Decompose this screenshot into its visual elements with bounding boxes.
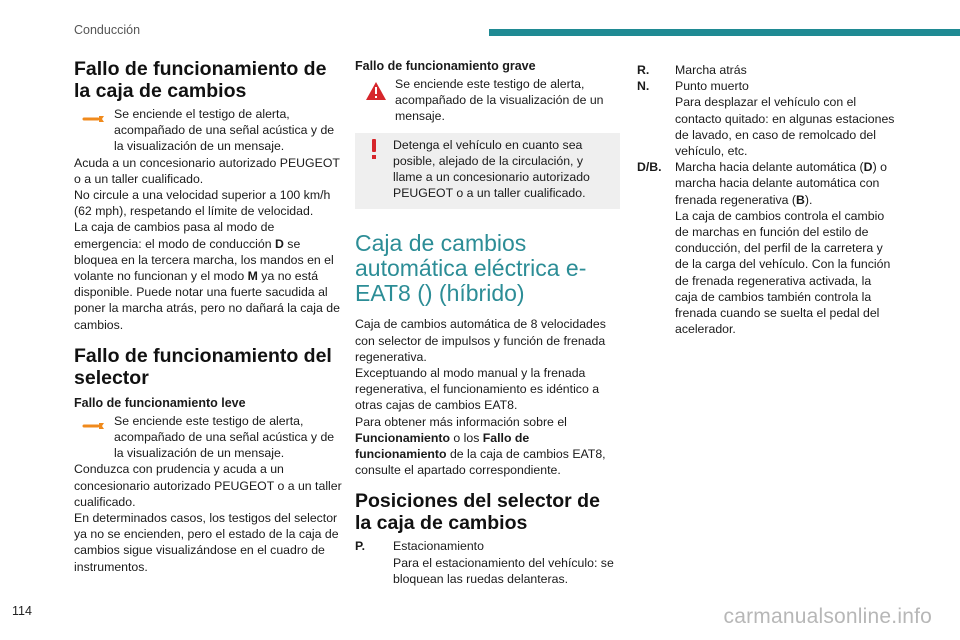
exclamation-icon bbox=[368, 137, 380, 161]
warning-triangle-icon bbox=[365, 81, 387, 101]
position-key-n: N. bbox=[637, 79, 650, 94]
subheading-minor-failure: Fallo de funcionamiento leve bbox=[74, 395, 246, 410]
heading-gearbox-failure: Fallo de funcionamiento de la caja de cambios bbox=[74, 58, 327, 102]
e-eat8-identical-text: Exceptuando al modo manual y la frenada regenerativa, el funcionamiento es idéntico a otras cajas de cambios EAT8. bbox=[355, 366, 600, 413]
stop-vehicle-text: Detenga el vehículo en cuanto sea posible, alejado de la circulación, y llame a un concesionario autorizado PEUGEOT o a un taller cualificado. bbox=[393, 137, 590, 201]
column-right bbox=[637, 62, 897, 337]
position-desc-r: Marcha atrás bbox=[675, 63, 747, 77]
position-desc-n: Punto muerto Para desplazar el vehículo con el contacto quitado: en algunas estaciones de lavado, en caso de remolcado del vehículo, etc. bbox=[675, 79, 895, 159]
heading-selector-positions: Posiciones del selector de la caja de cambios bbox=[355, 490, 600, 535]
position-list-continued bbox=[637, 62, 897, 337]
dealer-advice-text: Acuda a un concesionario autorizado PEUGEOT o a un taller cualificado. bbox=[74, 155, 340, 186]
selector-lights-text: En determinados casos, los testigos del selector ya no se encienden, pero el estado de la caja de cambios sigue visualizándose en el cuadro de instrumentos. bbox=[74, 511, 339, 574]
heading-selector-failure: Fallo de funcionamiento del selector bbox=[74, 344, 332, 389]
wrench-icon bbox=[82, 422, 106, 430]
wrench-icon bbox=[82, 115, 106, 123]
serious-failure-paragraph bbox=[355, 76, 620, 125]
gearbox-failure-paragraph bbox=[74, 106, 342, 333]
e-eat8-more-info-text: Para obtener más información sobre el Funcionamiento o los Fallo de funcionamiento de la caja de cambios EAT8, consulte el apartado correspondiente. bbox=[355, 414, 606, 478]
position-key-p: P. bbox=[355, 539, 366, 554]
emergency-mode-text: La caja de cambios pasa al modo de emergencia: el modo de conducción D se bloquea en la tercera marcha, los mandos en el volante no funcionan y el modo M ya no está disponible. Puede notar una fuerte sacudida al poner la marcha atrás, pero no dañará la caja de cambios. bbox=[74, 220, 340, 332]
warning-light-text: Se enciende este testigo de alerta, acompañado de la visualización de un mensaje. bbox=[395, 77, 604, 124]
stop-vehicle-note bbox=[355, 133, 620, 210]
section-header-label: Conducción bbox=[74, 23, 141, 37]
column-left bbox=[74, 58, 342, 575]
column-middle bbox=[355, 58, 620, 587]
page-number: 114 bbox=[12, 604, 32, 618]
position-desc-db: Marcha hacia delante automática (D) o marcha hacia delante automática con frenada regenerativa (B). La caja de cambios controla el cambio de marchas en función del estilo de conducción, del perfil de la carretera y de la carga del vehículo. Con la función de frenada regenerativa activada, la caja de cambios también controla la frenada cuando se suelta el pedal del acelerador. bbox=[675, 160, 891, 337]
speed-limit-text: No circule a una velocidad superior a 100 km/h (62 mph), respetando el límite de velocidad. bbox=[74, 188, 331, 219]
position-desc-p: Estacionamiento Para el estacionamiento del vehículo: se bloquean las ruedas delanteras. bbox=[393, 539, 614, 586]
drive-carefully-text: Conduzca con prudencia y acuda a un concesionario autorizado PEUGEOT o a un taller cualificado. bbox=[74, 462, 342, 509]
minor-failure-paragraph bbox=[74, 413, 342, 575]
warning-light-text: Se enciende el testigo de alerta, acompañado de una señal acústica y de la visualización de un mensaje. bbox=[114, 107, 335, 154]
position-list bbox=[355, 538, 620, 587]
subheading-serious-failure: Fallo de funcionamiento grave bbox=[355, 59, 536, 73]
e-eat8-intro-text: Caja de cambios automática de 8 velocidades con selector de impulsos y función de frenada regenerativa. bbox=[355, 317, 606, 364]
section-title-e-eat8: Caja de cambios automática eléctrica e-EAT8 () (híbrido) bbox=[355, 230, 587, 307]
watermark: carmanualsonline.info bbox=[723, 605, 932, 628]
position-key-r: R. bbox=[637, 63, 650, 77]
warning-light-text: Se enciende este testigo de alerta, acompañado de una señal acústica y de la visualización de un mensaje. bbox=[114, 413, 335, 461]
header-accent-bar bbox=[489, 29, 960, 36]
position-key-db: D/B. bbox=[637, 160, 662, 175]
